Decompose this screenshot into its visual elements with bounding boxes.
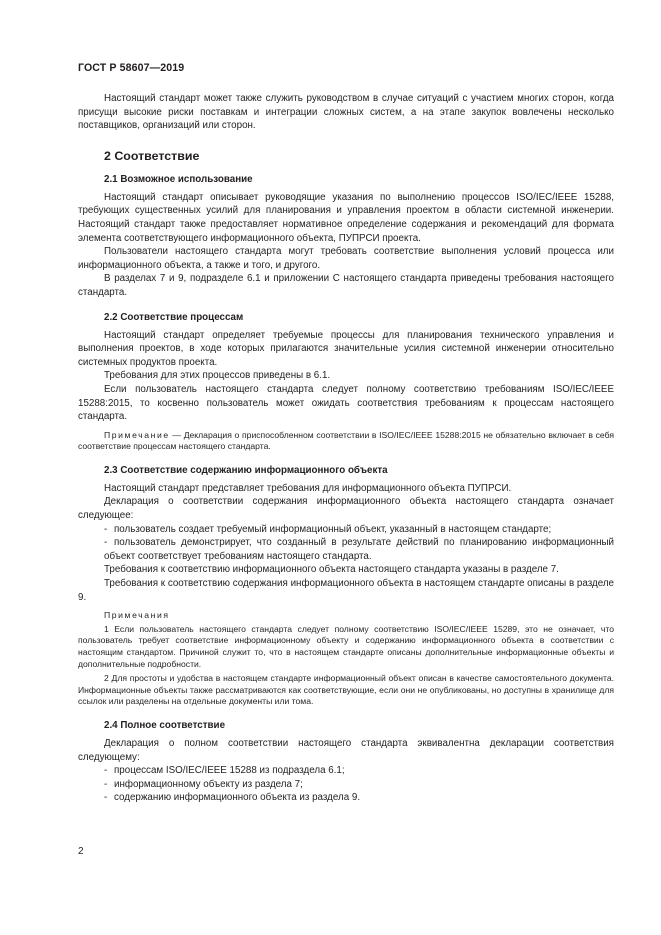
running-header: ГОСТ Р 58607—2019 bbox=[78, 62, 185, 74]
full-conformance-list bbox=[78, 764, 614, 805]
paragraph: В разделах 7 и 9, подразделе 6.1 и приложении С настоящего стандарта приведены требования настоящего стандарта. bbox=[78, 273, 614, 298]
subsection-2-1-heading: 2.1 Возможное использование bbox=[104, 173, 253, 185]
paragraph: Декларация о соответствии содержания информационного объекта настоящего стандарта означает следующее: bbox=[78, 496, 614, 522]
subsection-2-2-heading: 2.2 Соответствие процессам bbox=[104, 311, 244, 323]
list-marker: - bbox=[104, 537, 108, 549]
list-item: - пользователь создает требуемый информационный объект, указанный в настоящем стандарте; bbox=[104, 523, 552, 535]
subsection-2-3-heading: 2.3 Соответствие содержанию информационного объекта bbox=[104, 464, 388, 476]
note bbox=[78, 430, 614, 453]
list-marker: - bbox=[104, 778, 108, 790]
note-1: 1 Если пользователь настоящего стандарта следует полному соответствию ISO/IEC/IEEE 15289, это не означает, что пользователь требует соответствие информационному объекту и содержанию информационного объекта в соответствии с настоящим стандартом. Причиной служит то, что в настоящем стандарте описаны дополнительные информационные объекты и дополнительные подробности. bbox=[78, 623, 614, 669]
page-content bbox=[78, 92, 614, 805]
paragraph: Требования к соответствию содержания информационного объекта в настоящем стандарте описаны в разделе 9. bbox=[78, 578, 614, 603]
list-marker: - bbox=[104, 792, 108, 804]
subsection-2-4-heading: 2.4 Полное соответствие bbox=[104, 719, 226, 731]
requirements-list bbox=[78, 523, 614, 564]
paragraph: Требования для этих процессов приведены в 6.1. bbox=[104, 370, 331, 382]
note-label: Примечание bbox=[104, 429, 170, 440]
section-2-heading: 2 Соответствие bbox=[104, 148, 200, 163]
intro-paragraph: Настоящий стандарт может также служить руководством в случае ситуаций с участием многих сторон, когда присущи высокие риски поставкам и интеграции сложных систем, а на этапе закупок вовлечены несколько поставщиков, организаций или сторон. bbox=[78, 93, 614, 132]
note-text: — Декларация о приспособленном соответствии в ISO/IEC/IEEE 15288:2015 не обязательно включает в себя соответствие процессам настоящего стандарта. bbox=[78, 429, 614, 452]
list-item: - пользователь демонстрирует, что созданный в результате действий по планированию информационный объект соответствует требованиям настоящего стандарта. bbox=[104, 537, 614, 562]
page-number: 2 bbox=[78, 846, 84, 857]
paragraph: Декларация о полном соответствии настоящего стандарта эквивалентна декларации соответствия следующему: bbox=[78, 737, 614, 763]
list-item: - процессам ISO/IEC/IEEE 15288 из подраздела 6.1; bbox=[104, 765, 345, 777]
paragraph: Пользователи настоящего стандарта могут требовать соответствие выполнения условий процесса или информационного объекта, а также и того, и другого. bbox=[78, 246, 614, 271]
list-marker: - bbox=[104, 765, 108, 777]
list-item: - содержанию информационного объекта из раздела 9. bbox=[104, 792, 361, 804]
paragraph: Настоящий стандарт определяет требуемые процессы для планирования технического управления и выполнения проектов, в ходе которых прилагаются значительные усилия системной инженерии относительно системных продуктов проекта. bbox=[78, 329, 614, 368]
list-item: - информационному объекту из раздела 7; bbox=[104, 778, 303, 790]
paragraph: Если пользователь настоящего стандарта следует полному соответствию требованиям ISO/IEC/IEEE 15288:2015, то косвенно пользователь может ожидать соответствия требованиям к процессам настоящего стандарта. bbox=[78, 383, 614, 423]
notes-label: Примечания bbox=[104, 610, 170, 621]
paragraph: Требования к соответствию информационного объекта настоящего стандарта указаны в разделе 7. bbox=[104, 564, 559, 576]
paragraph: Настоящий стандарт описывает руководящие указания по выполнению процессов ISO/IEC/IEEE 15288, требующих существенных усилий для планирования и управления проектом в области системной инженерии. Настоящий стандарт также предоставляет нормативное определение содержания и рекомендаций для формата элемента соответствующего информационного объекта, ПУПРСИ проекта. bbox=[78, 191, 614, 244]
paragraph: Настоящий стандарт представляет требования для информационного объекта ПУПРСИ. bbox=[104, 482, 512, 494]
note-2: 2 Для простоты и удобства в настоящем стандарте информационный объект описан в качестве самостоятельного документа. Информационные объекты также рассматриваются как соответствующие, если они не опубликованы, но доступны в хранилище для ссылок или разделены на отдельные документы или тома. bbox=[78, 673, 614, 707]
list-marker: - bbox=[104, 523, 108, 535]
